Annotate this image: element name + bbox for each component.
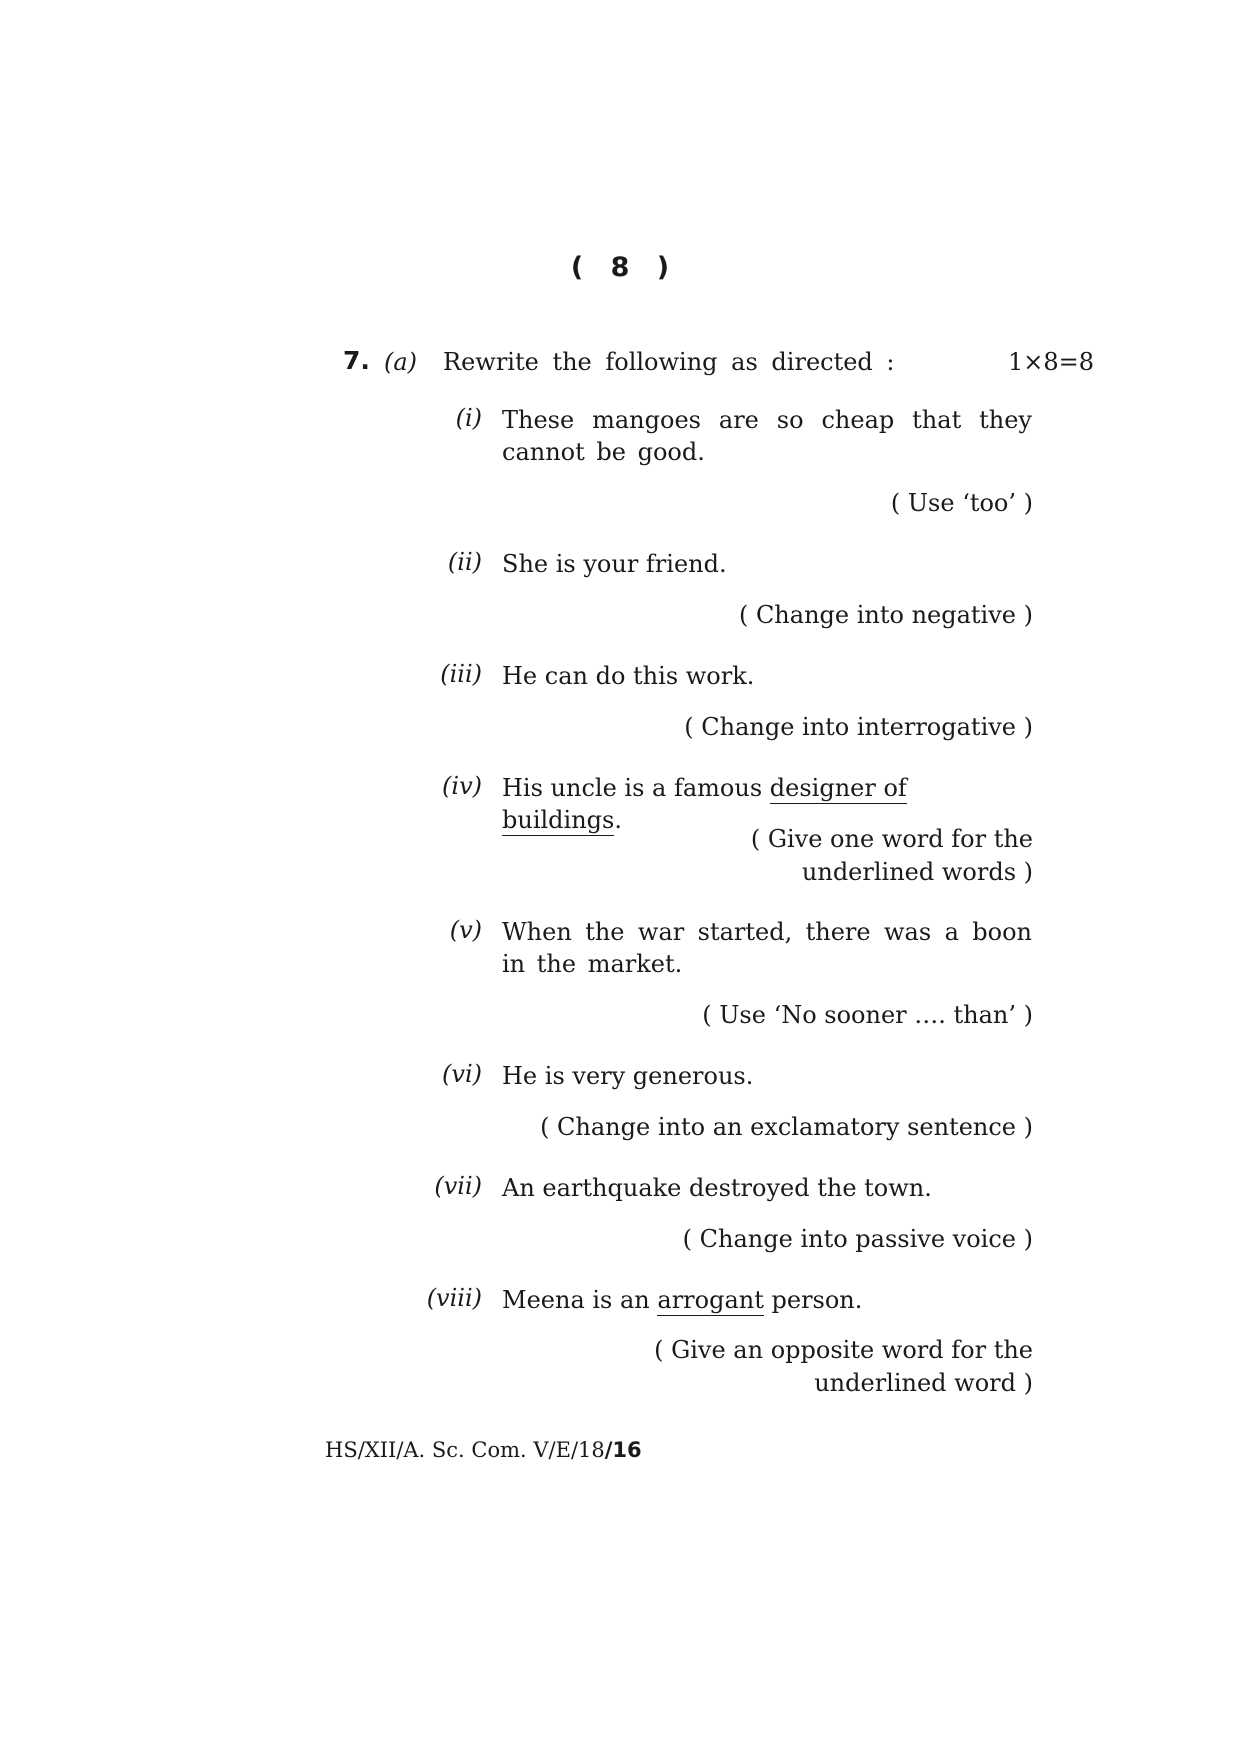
item-direction: ( Change into passive voice ) — [682, 1225, 1033, 1253]
item-text: She is your friend. — [502, 550, 727, 578]
item-number: (i) — [455, 404, 482, 432]
item-text: When the war started, there was a boon in the market. — [502, 918, 1032, 978]
page-number: ( 8 ) — [570, 252, 672, 283]
footer-code: HS/XII/A. Sc. Com. V/E/18/16 — [325, 1438, 642, 1462]
item-text: These mangoes are so cheap that they cannot be good. — [502, 406, 1032, 466]
item-number: (viii) — [426, 1284, 482, 1312]
item-direction: ( Use ‘No sooner …. than’ ) — [702, 1001, 1033, 1029]
item-number: (vii) — [434, 1172, 482, 1200]
item-number: (iii) — [440, 660, 482, 688]
question-number: 7. — [343, 346, 370, 375]
item-number: (v) — [449, 916, 482, 944]
item-number: (vi) — [442, 1060, 482, 1088]
item-text: Meena is an arrogant person. — [502, 1286, 863, 1314]
item-text: An earthquake destroyed the town. — [502, 1174, 932, 1202]
item-text: His uncle is a famous designer of buildings. — [502, 774, 907, 834]
item-direction: ( Change into an exclamatory sentence ) — [540, 1113, 1033, 1141]
underlined-phrase: designer of buildings — [502, 774, 907, 834]
item-text: He can do this work. — [502, 662, 755, 690]
item-number: (ii) — [447, 548, 482, 576]
item-direction: ( Use ‘too’ ) — [890, 489, 1033, 517]
underlined-word: arrogant — [657, 1286, 764, 1314]
item-direction: ( Give an opposite word for the underlined word ) — [654, 1336, 1033, 1397]
item-number: (iv) — [442, 772, 482, 800]
question-part: (a) — [384, 348, 418, 376]
item-text: He is very generous. — [502, 1062, 754, 1090]
item-direction: ( Change into interrogative ) — [684, 713, 1033, 741]
item-direction: ( Give one word for the underlined words ) — [750, 825, 1033, 886]
question-instruction: Rewrite the following as directed : — [443, 348, 895, 376]
question-marks: 1×8=8 — [1007, 348, 1094, 376]
item-direction: ( Change into negative ) — [738, 601, 1033, 629]
